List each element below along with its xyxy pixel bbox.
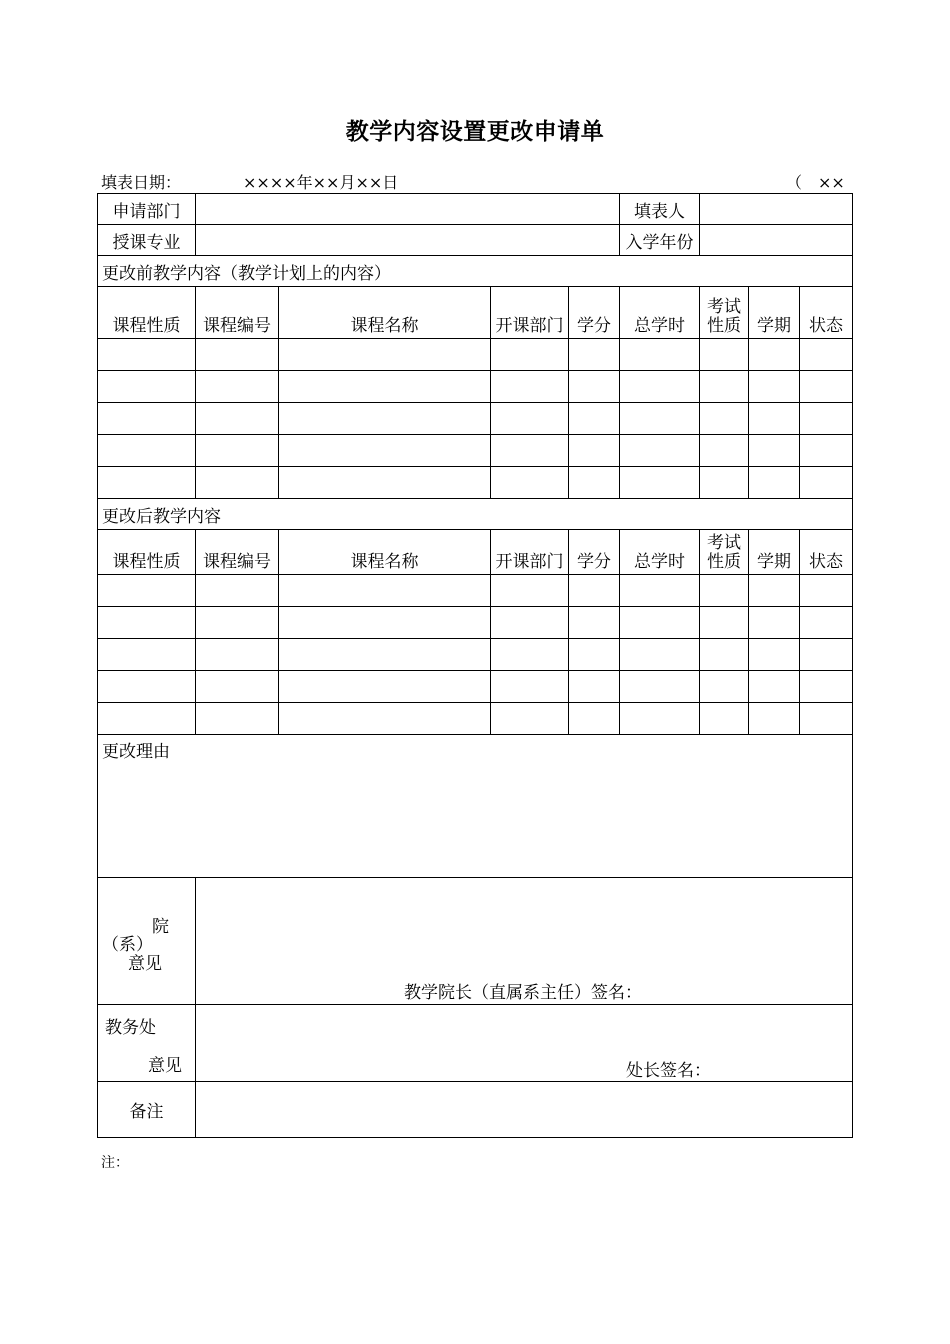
table-row — [98, 703, 853, 735]
dept-label: 申请部门 — [98, 194, 196, 225]
remarks-field[interactable] — [196, 1082, 853, 1138]
academic-office-signature-label: 处长签名： — [626, 1061, 711, 1081]
academic-office-label-line1: 教务处 — [105, 1018, 156, 1038]
header-status: 状态 — [800, 287, 853, 339]
table-row — [98, 371, 853, 403]
table-row — [98, 671, 853, 703]
remarks-label: 备注 — [98, 1082, 196, 1138]
header-credit: 学分 — [569, 287, 620, 339]
college-opinion-field[interactable] — [196, 878, 853, 1005]
header-status: 状态 — [800, 530, 853, 575]
major-label: 授课专业 — [98, 225, 196, 256]
reason-row — [98, 735, 853, 878]
before-section-title: 更改前教学内容（教学计划上的内容） — [98, 256, 853, 287]
header-exam-nature-line2: 性质 — [707, 316, 741, 336]
before-section-row — [98, 256, 853, 287]
year-field[interactable] — [700, 225, 853, 256]
dept-field[interactable] — [196, 194, 620, 225]
college-label-line3: 意见 — [128, 954, 162, 974]
header-name: 课程名称 — [279, 287, 491, 339]
filler-field[interactable] — [700, 194, 853, 225]
after-section-row — [98, 499, 853, 530]
after-section-title: 更改后教学内容 — [98, 499, 853, 530]
header-code: 课程编号 — [196, 530, 279, 575]
after-header-row — [98, 530, 853, 575]
major-row — [98, 225, 853, 256]
filler-label: 填表人 — [620, 194, 700, 225]
note-label: 注： — [101, 1155, 129, 1171]
before-header-row — [98, 287, 853, 339]
header-semester: 学期 — [749, 287, 800, 339]
table-row — [98, 607, 853, 639]
remarks-row — [98, 1082, 853, 1138]
academic-office-row — [98, 1005, 853, 1082]
college-label-line2: （系） — [102, 935, 153, 955]
applicant-row — [98, 194, 853, 225]
major-field[interactable] — [196, 225, 620, 256]
header-exam-nature — [700, 530, 749, 575]
fill-date-label: 填表日期： — [101, 173, 182, 192]
college-signature-label: 教学院长（直属系主任）签名： — [404, 983, 642, 1003]
top-right-number: （ ×× — [786, 173, 845, 192]
header-name: 课程名称 — [279, 530, 491, 575]
table-row — [98, 435, 853, 467]
header-hours: 总学时 — [620, 287, 700, 339]
table-row — [98, 403, 853, 435]
header-exam-nature-line1: 考试 — [707, 533, 741, 553]
header-semester: 学期 — [749, 530, 800, 575]
academic-office-field[interactable] — [196, 1005, 853, 1082]
table-row — [98, 339, 853, 371]
table-row — [98, 467, 853, 499]
header-code: 课程编号 — [196, 287, 279, 339]
reason-field[interactable] — [98, 735, 853, 878]
college-opinion-row — [98, 878, 853, 1005]
header-nature: 课程性质 — [98, 530, 196, 575]
reason-label: 更改理由 — [102, 742, 170, 762]
fill-date-value: ××××年××月××日 — [243, 173, 399, 192]
table-row — [98, 639, 853, 671]
header-exam-nature-line1: 考试 — [707, 297, 741, 317]
header-exam-nature — [700, 287, 749, 339]
college-opinion-label — [98, 878, 196, 1005]
application-form-table — [97, 193, 853, 1138]
header-offering-dept: 开课部门 — [491, 287, 569, 339]
header-credit: 学分 — [569, 530, 620, 575]
academic-office-label — [98, 1005, 196, 1082]
year-label: 入学年份 — [620, 225, 700, 256]
page-title: 教学内容设置更改申请单 — [345, 118, 605, 145]
header-nature: 课程性质 — [98, 287, 196, 339]
table-row — [98, 575, 853, 607]
college-label-line1: 院 — [152, 917, 169, 937]
header-hours: 总学时 — [620, 530, 700, 575]
header-offering-dept: 开课部门 — [491, 530, 569, 575]
header-exam-nature-line2: 性质 — [707, 552, 741, 572]
academic-office-label-line2: 意见 — [148, 1056, 182, 1076]
